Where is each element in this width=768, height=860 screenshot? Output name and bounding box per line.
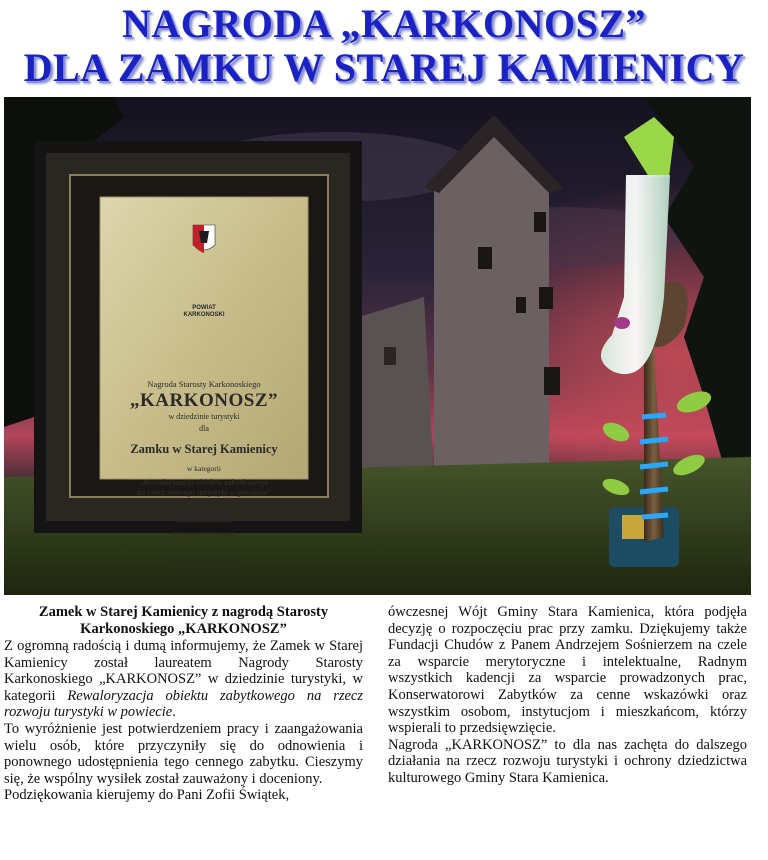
certificate-category-line-2: na rzecz rozwoju turystyki w powiecie” [136,488,272,497]
certificate-powiat-line-1: POWIAT [192,305,216,311]
certificate-award-name: Nagroda Starosty Karkonoskiego [147,379,261,389]
paragraph-1-end: . [172,704,176,721]
certificate-date: Jelenia Góra, 6 października 2015 roku [168,559,240,564]
certificate-for: dla [199,424,209,433]
article-paragraph-1 [4,638,363,721]
certificate-field: w dziedzinie turystyki [168,412,240,421]
certificate-title: „KARKONOSZ” [129,390,279,411]
certificate-recipient: Zamku w Starej Kamienicy [130,442,278,456]
article-column-left [4,604,363,804]
paragraph-1-category: Rewaloryzacja obiektu zabytkowego na rzecz rozwoju turystyki w powiecie [4,687,363,721]
article-subtitle [4,604,363,638]
certificate-category-line-1: „Rewaloryzacja obiektu zabytkowego [139,478,269,487]
article-column-right [388,604,747,787]
certificate-signer-name: Krzysztof Wiśniewski [173,530,235,538]
headline-line-1: NAGRODA „KARKONOSZ” [122,1,646,46]
certificate-powiat-line-2: KARKONOSKI [183,312,225,318]
article-subtitle-line-1: Zamek w Starej Kamienicy z nagrodą Starosty [38,604,329,620]
article-subtitle-line-2: Karkonoskiego „KARKONOSZ” [80,621,287,637]
certificate-plaque [104,294,304,572]
award-photo [4,97,751,595]
paragraph-1-text: Z ogromną radością i dumą informujemy, że Zamek w Starej Kamienicy został laureatem Nagrody Starosty Karkonoskiego „KARKONOSZ” w dziedzinie turystyki, w kategorii [4,638,363,704]
certificate-powiat [104,305,304,319]
certificate-category-label: w kategorii [187,464,221,473]
certificate-signer-title: Starosta Karkonoski [175,517,233,525]
article-paragraph-2: To wyróżnienie jest potwierdzeniem pracy i zaangażowania wielu osób, które przyczyniły się do odnowienia i ponownego udostępnienia tego cennego zabytku. Cieszymy się, że wspólny wysiłek został zauważony i doceniony. [4,720,363,787]
article-paragraph-3-continued: ówczesnej Wójt Gminy Stara Kamienica, która podjęła decyzję o rozpoczęciu prac przy zamku. Dziękujemy także Fundacji Chudów z Panem Andrzejem Sośnierzem na czele za wsparcie merytoryczne i intelektualne, Radnym wszystkich kadencji za wsparcie prowadzonych prac, Konserwatorowi Zabytków za cenne wskazówki oraz wszystkim osobom, instytucjom i mieszkańcom, którzy wspierali to przedsięwzięcie. [388,604,747,737]
headline-line-2: DLA ZAMKU W STAREJ KAMIENICY [23,45,745,90]
article-paragraph-4: Nagroda „KARKONOSZ” to dla nas zachęta do dalszego działania na rzecz rozwoju turystyki i ochrony dziedzictwa kulturowego Gminy Stara Kamienica. [388,736,747,786]
article-paragraph-3-start: Podziękowania kierujemy do Pani Zofii Świątek, [4,787,290,804]
